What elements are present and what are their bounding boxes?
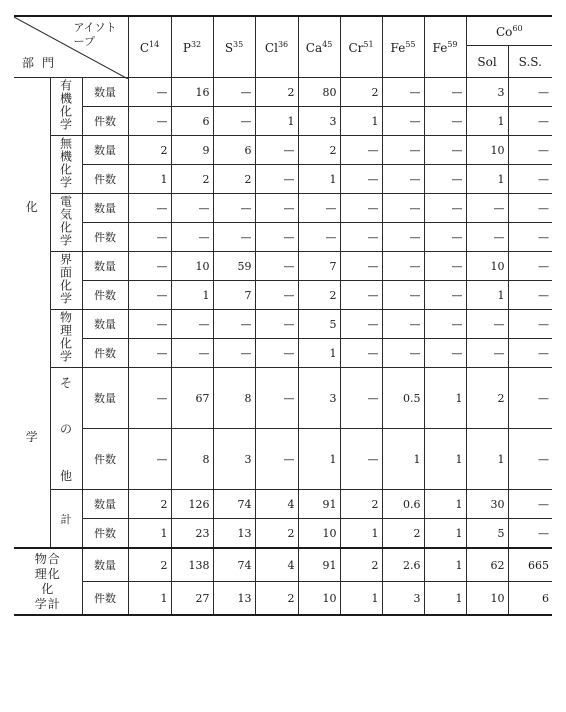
cell-count-8: 1 xyxy=(466,107,508,136)
cell-qty-0: — xyxy=(128,310,171,339)
cell-count-2: 3 xyxy=(213,429,255,490)
cell-qty-9: — xyxy=(508,194,552,223)
grand-total-line: 学計 xyxy=(34,596,61,611)
cell-count-9: — xyxy=(508,339,552,368)
cell-count-7: — xyxy=(424,223,466,252)
section-name-sonota xyxy=(50,368,82,490)
cell-qty-9: — xyxy=(508,368,552,429)
cell-count-4: 1 xyxy=(298,165,340,194)
table-row xyxy=(14,519,552,549)
cell-grand-count-9: 6 xyxy=(508,582,552,616)
cell-count-6: — xyxy=(382,339,424,368)
cell-qty-0: 2 xyxy=(128,136,171,165)
sonota-char: の xyxy=(59,422,72,436)
cell-qty-2: 6 xyxy=(213,136,255,165)
cell-count-8: — xyxy=(466,223,508,252)
cell-qty-4: 7 xyxy=(298,252,340,281)
cell-count-4: 10 xyxy=(298,519,340,549)
cell-count-2: 7 xyxy=(213,281,255,310)
section-name-text: 電気化学 xyxy=(58,195,73,247)
cell-count-6: 2 xyxy=(382,519,424,549)
grand-total-label xyxy=(14,548,82,615)
section-name-text: 有機化学 xyxy=(58,79,73,131)
cell-qty-5: — xyxy=(340,136,382,165)
cell-grand-qty-2: 74 xyxy=(213,548,255,582)
table-row xyxy=(14,310,552,339)
cell-count-9: — xyxy=(508,519,552,549)
row-label-count: 件数 xyxy=(82,223,128,252)
cell-qty-5: — xyxy=(340,252,382,281)
cell-count-1: — xyxy=(171,339,213,368)
cell-qty-7: — xyxy=(424,136,466,165)
isotope-header-cr51: Cr$^{51}$ xyxy=(340,16,382,78)
cell-count-9: — xyxy=(508,223,552,252)
cell-count-9: — xyxy=(508,429,552,490)
cell-qty-0: — xyxy=(128,78,171,107)
cell-count-6: — xyxy=(382,223,424,252)
cell-qty-6: — xyxy=(382,78,424,107)
cell-count-6: 1 xyxy=(382,429,424,490)
cell-qty-2: 59 xyxy=(213,252,255,281)
cell-qty-4: 91 xyxy=(298,490,340,519)
cell-grand-count-5: 1 xyxy=(340,582,382,616)
cell-grand-qty-3: 4 xyxy=(255,548,298,582)
isotope-header-cl36: Cl$^{36}$ xyxy=(255,16,298,78)
cell-qty-8: 2 xyxy=(466,368,508,429)
sonota-char: そ xyxy=(59,375,72,390)
cell-count-9: — xyxy=(508,281,552,310)
cell-count-8: 1 xyxy=(466,429,508,490)
cell-qty-3: — xyxy=(255,136,298,165)
cell-qty-9: — xyxy=(508,490,552,519)
cell-count-4: 3 xyxy=(298,107,340,136)
cell-count-2: 2 xyxy=(213,165,255,194)
cell-qty-9: — xyxy=(508,310,552,339)
row-label-qty: 数量 xyxy=(82,136,128,165)
cell-qty-5: — xyxy=(340,194,382,223)
cell-count-9: — xyxy=(508,165,552,194)
cell-qty-3: — xyxy=(255,252,298,281)
cell-count-5: — xyxy=(340,339,382,368)
cell-count-4: 2 xyxy=(298,281,340,310)
cell-count-0: — xyxy=(128,339,171,368)
cell-qty-7: — xyxy=(424,252,466,281)
cell-grand-qty-9: 665 xyxy=(508,548,552,582)
cell-qty-8: 3 xyxy=(466,78,508,107)
sonota-char: 他 xyxy=(59,468,72,483)
cell-qty-6: 0.6 xyxy=(382,490,424,519)
category-chemistry xyxy=(14,78,50,549)
cell-qty-1: 16 xyxy=(171,78,213,107)
cell-count-0: 1 xyxy=(128,165,171,194)
cell-count-1: 8 xyxy=(171,429,213,490)
cell-qty-7: — xyxy=(424,78,466,107)
cell-qty-6: — xyxy=(382,194,424,223)
cell-qty-2: — xyxy=(213,78,255,107)
cell-qty-1: — xyxy=(171,194,213,223)
cell-count-5: — xyxy=(340,281,382,310)
cell-qty-8: 30 xyxy=(466,490,508,519)
row-label-qty: 数量 xyxy=(82,310,128,339)
table-row xyxy=(14,136,552,165)
table-row xyxy=(14,223,552,252)
cell-count-0: — xyxy=(128,223,171,252)
cell-count-4: — xyxy=(298,223,340,252)
isotope-header-co60: Co$^{60}$ xyxy=(466,16,552,46)
cell-count-1: — xyxy=(171,223,213,252)
cell-count-3: — xyxy=(255,165,298,194)
cell-count-5: — xyxy=(340,223,382,252)
table-row xyxy=(14,548,552,582)
cell-grand-qty-1: 138 xyxy=(171,548,213,582)
cell-grand-count-1: 27 xyxy=(171,582,213,616)
cell-count-4: 1 xyxy=(298,339,340,368)
cell-grand-count-7: 1 xyxy=(424,582,466,616)
cell-qty-7: — xyxy=(424,310,466,339)
cell-count-7: 1 xyxy=(424,429,466,490)
cell-qty-3: — xyxy=(255,368,298,429)
cell-qty-8: — xyxy=(466,194,508,223)
cell-count-4: 1 xyxy=(298,429,340,490)
row-label-count: 件数 xyxy=(82,107,128,136)
isotope-header-fe55: Fe$^{55}$ xyxy=(382,16,424,78)
cell-count-2: — xyxy=(213,107,255,136)
cell-qty-4: 3 xyxy=(298,368,340,429)
cell-qty-5: 2 xyxy=(340,490,382,519)
table-row xyxy=(14,252,552,281)
cell-count-5: — xyxy=(340,429,382,490)
row-label-qty: 数量 xyxy=(82,548,128,582)
co60-sol-header: Sol xyxy=(466,46,508,78)
cell-count-3: — xyxy=(255,281,298,310)
cell-qty-4: 80 xyxy=(298,78,340,107)
row-label-qty: 数量 xyxy=(82,194,128,223)
cell-qty-7: 1 xyxy=(424,368,466,429)
row-label-qty: 数量 xyxy=(82,368,128,429)
section-name-4 xyxy=(50,310,82,368)
cell-qty-1: 67 xyxy=(171,368,213,429)
category-top-char: 化 xyxy=(25,200,38,214)
cell-grand-qty-5: 2 xyxy=(340,548,382,582)
cell-grand-qty-8: 62 xyxy=(466,548,508,582)
table-row xyxy=(14,78,552,107)
cell-count-7: — xyxy=(424,165,466,194)
table-row xyxy=(14,107,552,136)
cell-qty-0: — xyxy=(128,194,171,223)
cell-count-2: — xyxy=(213,223,255,252)
section-name-text: 界面化学 xyxy=(58,253,73,305)
cell-qty-6: — xyxy=(382,136,424,165)
row-label-count: 件数 xyxy=(82,281,128,310)
cell-count-8: 5 xyxy=(466,519,508,549)
row-label-qty: 数量 xyxy=(82,78,128,107)
cell-qty-1: 10 xyxy=(171,252,213,281)
table-row xyxy=(14,490,552,519)
table-body xyxy=(14,78,552,616)
section-name-2 xyxy=(50,194,82,252)
cell-grand-count-8: 10 xyxy=(466,582,508,616)
sonota-label xyxy=(51,374,82,484)
cell-count-1: 2 xyxy=(171,165,213,194)
cell-count-8: 1 xyxy=(466,281,508,310)
cell-count-1: 1 xyxy=(171,281,213,310)
cell-qty-2: — xyxy=(213,194,255,223)
header-corner xyxy=(14,16,128,78)
cell-grand-qty-4: 91 xyxy=(298,548,340,582)
table-row xyxy=(14,368,552,429)
table-row xyxy=(14,429,552,490)
cell-qty-3: 2 xyxy=(255,78,298,107)
cell-count-8: — xyxy=(466,339,508,368)
cell-count-7: — xyxy=(424,281,466,310)
cell-qty-5: — xyxy=(340,310,382,339)
category-bottom-char: 学 xyxy=(25,430,38,444)
cell-qty-0: — xyxy=(128,252,171,281)
cell-count-7: 1 xyxy=(424,519,466,549)
row-label-qty: 数量 xyxy=(82,252,128,281)
cell-count-0: — xyxy=(128,281,171,310)
isotope-header-fe59: Fe$^{59}$ xyxy=(424,16,466,78)
cell-qty-2: — xyxy=(213,310,255,339)
cell-qty-6: 0.5 xyxy=(382,368,424,429)
table-row xyxy=(14,339,552,368)
isotope-usage-table xyxy=(14,15,552,616)
row-label-count: 件数 xyxy=(82,519,128,549)
cell-count-5: 1 xyxy=(340,519,382,549)
grand-total-line: 化 xyxy=(41,581,55,596)
section-name-1 xyxy=(50,136,82,194)
cell-qty-1: 9 xyxy=(171,136,213,165)
cell-count-7: — xyxy=(424,339,466,368)
cell-grand-qty-7: 1 xyxy=(424,548,466,582)
cell-qty-9: — xyxy=(508,78,552,107)
cell-count-3: 1 xyxy=(255,107,298,136)
cell-qty-8: 10 xyxy=(466,252,508,281)
cell-qty-4: — xyxy=(298,194,340,223)
grand-total-line: 物合 xyxy=(34,551,61,566)
cell-qty-3: 4 xyxy=(255,490,298,519)
cell-qty-4: 5 xyxy=(298,310,340,339)
cell-qty-7: — xyxy=(424,194,466,223)
row-label-count: 件数 xyxy=(82,165,128,194)
grand-total-text xyxy=(14,552,82,612)
cell-qty-4: 2 xyxy=(298,136,340,165)
cell-qty-1: 126 xyxy=(171,490,213,519)
cell-count-6: — xyxy=(382,107,424,136)
cell-count-3: — xyxy=(255,429,298,490)
row-label-count: 件数 xyxy=(82,582,128,616)
cell-count-7: — xyxy=(424,107,466,136)
row-label-qty: 数量 xyxy=(82,490,128,519)
table-row xyxy=(14,582,552,616)
co60-ss-header: S.S. xyxy=(508,46,552,78)
cell-qty-8: 10 xyxy=(466,136,508,165)
cell-count-2: 13 xyxy=(213,519,255,549)
cell-grand-count-0: 1 xyxy=(128,582,171,616)
cell-count-8: 1 xyxy=(466,165,508,194)
isotope-header-ca45: Ca$^{45}$ xyxy=(298,16,340,78)
cell-count-3: 2 xyxy=(255,519,298,549)
cell-qty-5: — xyxy=(340,368,382,429)
cell-count-6: — xyxy=(382,165,424,194)
cell-count-2: — xyxy=(213,339,255,368)
cell-qty-8: — xyxy=(466,310,508,339)
section-name-total: 計 xyxy=(50,490,82,549)
cell-count-3: — xyxy=(255,339,298,368)
table-row xyxy=(14,194,552,223)
cell-qty-0: 2 xyxy=(128,490,171,519)
row-label-count: 件数 xyxy=(82,429,128,490)
row-label-count: 件数 xyxy=(82,339,128,368)
section-name-3 xyxy=(50,252,82,310)
cell-grand-qty-6: 2.6 xyxy=(382,548,424,582)
isotope-header-s35: $S^{35}$ xyxy=(213,16,255,78)
cell-grand-count-3: 2 xyxy=(255,582,298,616)
cell-count-6: — xyxy=(382,281,424,310)
corner-isotope-label: アイソトープ xyxy=(73,21,117,48)
cell-count-5: — xyxy=(340,165,382,194)
cell-count-3: — xyxy=(255,223,298,252)
section-name-text: 無機化学 xyxy=(58,137,73,189)
corner-department-label: 部門 xyxy=(22,56,63,70)
cell-grand-count-6: 3 xyxy=(382,582,424,616)
cell-count-9: — xyxy=(508,107,552,136)
section-name-text: 物理化学 xyxy=(58,311,73,363)
cell-count-0: — xyxy=(128,429,171,490)
cell-grand-count-2: 13 xyxy=(213,582,255,616)
cell-count-1: 6 xyxy=(171,107,213,136)
cell-qty-3: — xyxy=(255,194,298,223)
cell-count-5: 1 xyxy=(340,107,382,136)
cell-qty-0: — xyxy=(128,368,171,429)
cell-qty-3: — xyxy=(255,310,298,339)
cell-qty-9: — xyxy=(508,136,552,165)
isotope-header-c14: $C^{14}$ xyxy=(128,16,171,78)
cell-qty-5: 2 xyxy=(340,78,382,107)
cell-count-0: 1 xyxy=(128,519,171,549)
section-name-0 xyxy=(50,78,82,136)
cell-count-0: — xyxy=(128,107,171,136)
cell-qty-2: 74 xyxy=(213,490,255,519)
cell-qty-6: — xyxy=(382,310,424,339)
cell-grand-count-4: 10 xyxy=(298,582,340,616)
cell-qty-6: — xyxy=(382,252,424,281)
cell-qty-7: 1 xyxy=(424,490,466,519)
table-row xyxy=(14,281,552,310)
cell-count-1: 23 xyxy=(171,519,213,549)
cell-grand-qty-0: 2 xyxy=(128,548,171,582)
grand-total-line: 理化 xyxy=(34,566,61,581)
cell-qty-2: 8 xyxy=(213,368,255,429)
cell-qty-1: — xyxy=(171,310,213,339)
cell-qty-9: — xyxy=(508,252,552,281)
table-row xyxy=(14,165,552,194)
isotope-header-p32: $P^{32}$ xyxy=(171,16,213,78)
